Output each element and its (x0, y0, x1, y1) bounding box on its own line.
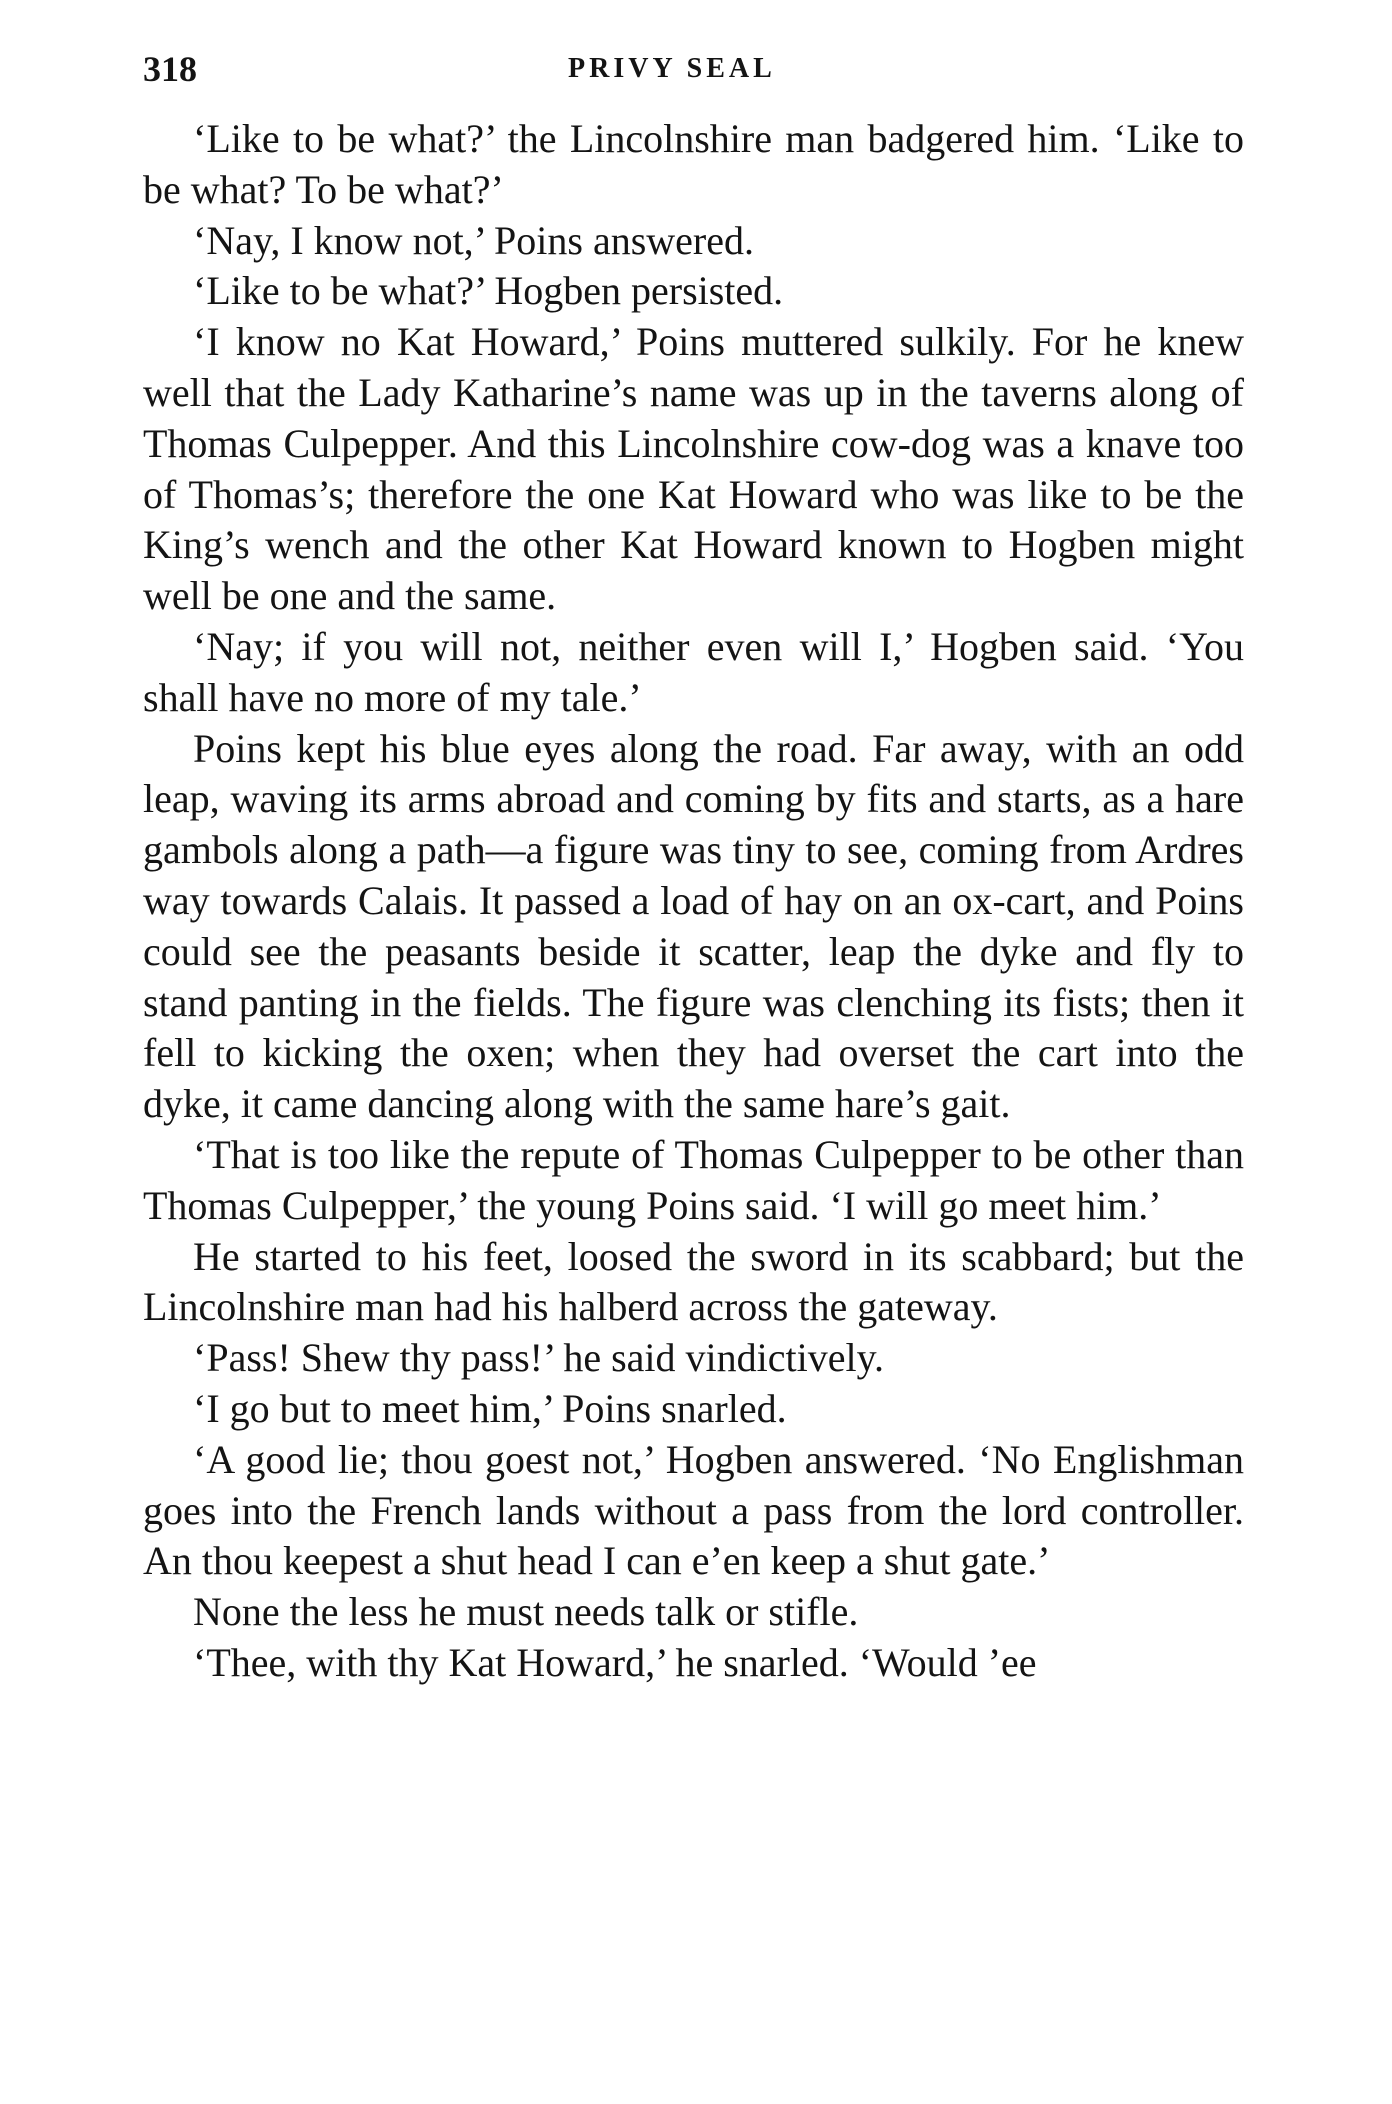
paragraph: ‘Like to be what?’ the Lincolnshire man badgered him. ‘Like to be what? To be what?’ (143, 116, 1244, 212)
page-number: 318 (143, 49, 197, 89)
paragraph: ‘Nay, I know not,’ Poins answered. (193, 217, 754, 263)
paragraph: ‘That is too like the repute of Thomas Culpepper to be other than Thomas Culpepper,’ the young Poins said. ‘I will go meet him.’ (143, 1131, 1244, 1228)
paragraph: ‘A good lie; thou goest not,’ Hogben answered. ‘No Englishman goes into the French lands without a pass from the lord controller. An thou keepest a shut head I can e’en keep a shut gate.’ (143, 1436, 1244, 1584)
paragraph: None the less he must needs talk or stifle. (193, 1589, 859, 1635)
paragraph: ‘Pass! Shew thy pass!’ he said vindictively. (193, 1335, 884, 1381)
paragraph: He started to his feet, loosed the sword in its scabbard; but the Lincolnshire man had his halberd across the gateway. (143, 1233, 1244, 1330)
paragraph: ‘Like to be what?’ Hogben persisted. (193, 268, 784, 314)
paragraph: ‘I go but to meet him,’ Poins snarled. (193, 1385, 787, 1431)
running-head: PRIVY SEAL (568, 53, 776, 84)
page-header (143, 44, 1245, 94)
paragraph: ‘I know no Kat Howard,’ Poins muttered sulkily. For he knew well that the Lady Katharine’s name was up in the taverns along of Thomas Culpepper. And this Lincolnshire cow-dog was a knave too of Thomas’s; therefore the one Kat Howard who was like to be the King’s wench and the other Kat Howard known to Hogben might well be one and the same. (143, 319, 1244, 619)
paragraph: ‘Nay; if you will not, neither even will I,’ Hogben said. ‘You shall have no more of my tale.’ (143, 623, 1244, 720)
body-text (143, 114, 1244, 1689)
paragraph: ‘Thee, with thy Kat Howard,’ he snarled. ‘Would ’ee (193, 1639, 1037, 1685)
paragraph: Poins kept his blue eyes along the road. Far away, with an odd leap, waving its arms abroad and coming by fits and starts, as a hare gambols along a path—a figure was tiny to see, coming from Ardres way towards Calais. It passed a load of hay on an ox-cart, and Poins could see the peasants beside it scatter, leap the dyke and fly to stand panting in the fields. The figure was clenching its fists; then it fell to kicking the oxen; when they had overset the cart into the dyke, it came dancing along with the same hare’s gait. (143, 725, 1244, 1127)
